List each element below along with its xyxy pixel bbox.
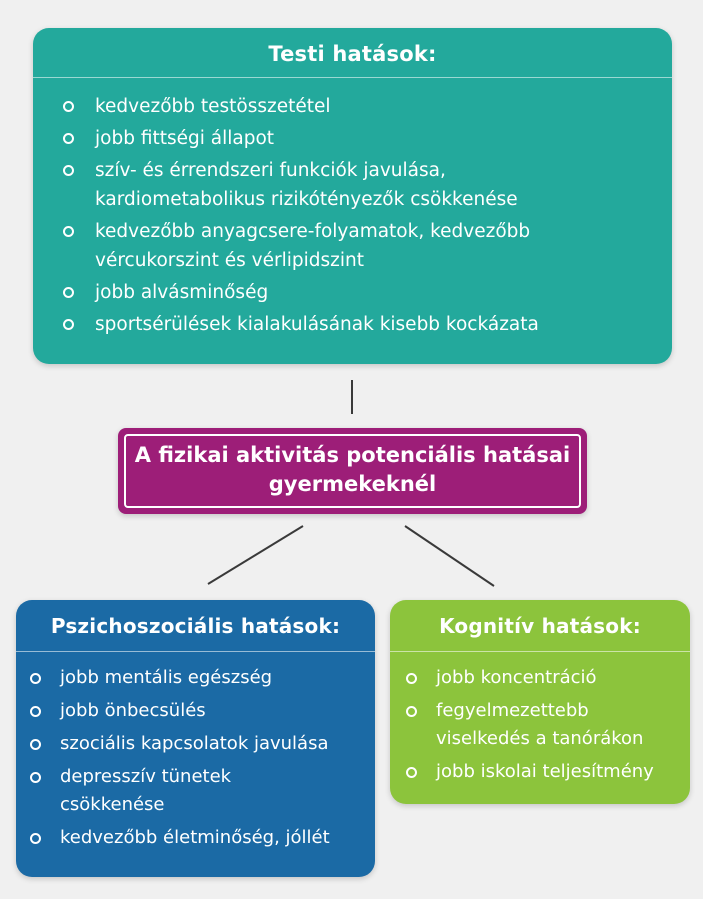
circle-bullet-icon xyxy=(63,101,74,112)
circle-bullet-icon xyxy=(30,833,41,844)
circle-bullet-icon xyxy=(63,226,74,237)
circle-bullet-icon xyxy=(406,673,417,684)
circle-bullet-icon xyxy=(406,767,417,778)
connector-left xyxy=(208,526,303,584)
list-item: szociális kapcsolatok javulása xyxy=(30,730,361,758)
central-concept-box xyxy=(118,428,587,514)
list-item: szív- és érrendszeri funkciók javulása, kardiometabolikus rizikótényezők csökkenése xyxy=(63,156,642,214)
title-divider xyxy=(33,77,672,78)
circle-bullet-icon xyxy=(63,133,74,144)
list-item: kedvezőbb anyagcsere-folyamatok, kedvezőbb vércukorszint és vérlipidszint xyxy=(63,217,642,275)
testi-hatasok-box xyxy=(33,28,672,364)
testi-hatasok-list xyxy=(63,92,642,339)
central-concept-title xyxy=(130,441,575,499)
kognitiv-hatasok-list xyxy=(406,664,676,786)
list-item: jobb koncentráció xyxy=(406,664,676,692)
central-concept-line-1: A fizikai aktivitás potenciális hatásai xyxy=(134,443,571,467)
list-item: jobb iskolai teljesítmény xyxy=(406,758,676,786)
pszichoszocialis-hatasok-title: Pszichoszociális hatások: xyxy=(50,614,341,638)
list-item: jobb alvásminőség xyxy=(63,278,642,307)
circle-bullet-icon xyxy=(30,673,41,684)
connector-right xyxy=(405,526,494,586)
central-concept-line-2: gyermekeknél xyxy=(268,472,437,496)
list-item: jobb mentális egészség xyxy=(30,664,361,692)
list-item: kedvezőbb testösszetétel xyxy=(63,92,642,121)
title-divider xyxy=(390,651,690,652)
kognitiv-hatasok-box xyxy=(390,600,690,804)
list-item: depresszív tünetek csökkenése xyxy=(30,763,361,819)
list-item: jobb önbecsülés xyxy=(30,697,361,725)
circle-bullet-icon xyxy=(30,706,41,717)
list-item: sportsérülések kialakulásának kisebb kockázata xyxy=(63,310,642,339)
circle-bullet-icon xyxy=(63,319,74,330)
pszichoszocialis-hatasok-box xyxy=(16,600,375,877)
circle-bullet-icon xyxy=(63,287,74,298)
circle-bullet-icon xyxy=(30,772,41,783)
circle-bullet-icon xyxy=(30,739,41,750)
kognitiv-hatasok-title: Kognitív hatások: xyxy=(439,614,641,638)
list-item: fegyelmezettebb viselkedés a tanórákon xyxy=(406,697,676,753)
list-item: kedvezőbb életminőség, jóllét xyxy=(30,824,361,852)
circle-bullet-icon xyxy=(406,706,417,717)
testi-hatasok-title: Testi hatások: xyxy=(268,42,437,66)
list-item: jobb fittségi állapot xyxy=(63,124,642,153)
pszichoszocialis-hatasok-list xyxy=(30,664,361,852)
circle-bullet-icon xyxy=(63,165,74,176)
title-divider xyxy=(16,651,375,652)
